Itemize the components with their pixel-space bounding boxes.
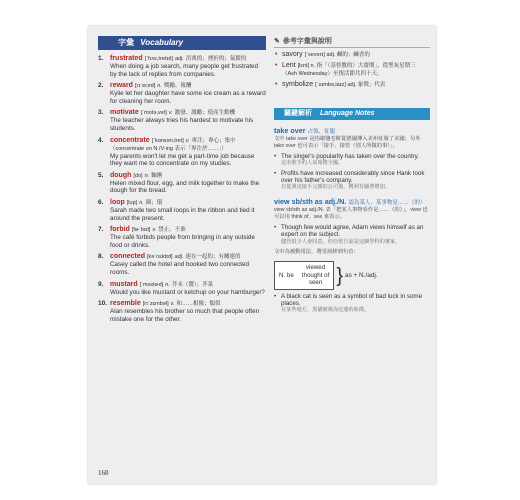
vocabulary-column [98,36,266,327]
example-bullet [274,224,430,245]
entry-ipa: [ˈmʌstɚd] [139,281,164,288]
entry-example: Would you like mustard or ketchup on your hamburger? [110,288,265,296]
entry-word: connected [110,253,146,261]
reference-title-text: 參考字彙與說明 [282,38,332,45]
pencil-icon: ✎ [274,38,280,45]
entry-meaning: 連在一起的；有關連的 [185,254,241,261]
vocab-entry [98,253,266,276]
example-en: A black cat is seen as a symbol of bad luck in some places. [281,292,423,308]
phrase-description: view sb/sth as adj./N. 表「把某人事物看作是……（的）」，view 也可以用 think of、see 來表示。 [274,207,428,221]
entry-ipa: [lup] [126,199,138,206]
bullet-icon: • [274,152,277,160]
vocab-entry [98,300,266,323]
entry-pos: v. [170,301,175,308]
bullet-icon: • [274,224,277,232]
formula-option: thought of [301,271,330,279]
reference-word: symbolize [282,81,314,89]
reference-item [274,81,430,89]
entry-example: Helen mixed flour, egg, and milk together to make the dough for the bread. [110,179,260,195]
formula-box [274,261,334,289]
example-zh: 這名歌手的人氣席捲全國。 [281,160,344,167]
bullet-icon: • [275,81,278,89]
vocab-entry [98,82,266,105]
page-number: 168 [98,469,109,477]
entry-word: dough [110,171,132,179]
entry-ipa: [rɪˈwɔrd] [134,83,156,90]
entry-example: My parents won't let me get a part-time job because they want me to concentrate on my studies. [110,152,255,168]
brace-icon: } [336,264,344,287]
example-en: The singer's popularity has taken over the country. [281,152,419,160]
entry-ipa: [ˈmotə,vet] [140,110,167,117]
vocab-entry [98,281,266,297]
example-bullet [274,153,430,167]
example-zh: 自從漢克接手父親的公司後，獲利有顯著增加。 [281,184,390,191]
language-notes-header-zh: 關鍵解析 [284,109,312,117]
vocab-entry [98,172,266,195]
entry-meaning: 麵團 [151,172,163,179]
phrase-description: 文中 take over 是指椒鹽卷餅從德國傳入美州征服了美國；另外 take over 也可表示「接手、接管（別人所做的事）」。 [274,135,421,149]
book-page [88,26,436,484]
entry-pos: n. [165,281,170,288]
formula-option: seen [308,279,323,287]
entry-example: The teacher always tries his hardest to motivate his students. [110,117,254,132]
formula-subject: N. be [279,272,294,280]
vocabulary-header-en: Vocabulary [140,38,184,47]
phrase-gloss: 認為某人、某事物是……（的） [348,200,426,207]
entry-number: 5. [98,171,104,179]
entry-meaning: 芥末（醬）；芥菜 [171,281,214,288]
entry-number: 8. [98,253,104,261]
reference-desc: [ˈsevərɪ] adj. 鹹的；鹹香的 [304,52,370,58]
language-notes-header-en: Language Notes [319,109,375,117]
example-zh: 在某些地方，黑貓被視為厄運的象徵。 [281,307,370,314]
phrase-text: view sb/sth as adj./N. [274,197,347,207]
phrase-gloss: 占領、征服 [307,128,336,135]
entry-word: loop [110,198,125,206]
reference-item [274,51,430,59]
entry-number: 1. [98,55,104,62]
language-notes-header [274,108,430,120]
entry-pos: v. [168,110,173,117]
vocab-entry [98,55,266,78]
entry-number: 9. [98,280,104,288]
example-en: Profits have increased considerably since Hank took over his father's company. [281,169,425,185]
bullet-icon: • [274,292,277,300]
entry-pos: n. [157,83,162,90]
entry-number: 3. [98,109,104,117]
entry-ipa: [ˈfrʌs,tretɪd] [144,56,173,62]
bullet-icon: • [275,51,278,58]
formula-intro: 文中為被動用法，將受詞移到句首： [274,249,359,256]
example-bullet [274,293,430,314]
reference-title [274,36,430,48]
entry-example: Casey called the hotel and booked two connected rooms. [110,261,249,276]
grammar-formula [274,261,430,289]
entry-ipa: [ˈkɑnsən,tret] [151,137,184,144]
entry-number: 10. [98,300,108,308]
vocabulary-header [98,36,266,50]
reference-word: Lent [282,62,296,70]
entry-example: When doing a job search, many people get frustrated by the lack of replies from companies. [110,63,259,78]
phrase-heading [274,197,430,206]
entry-meaning: 禁止、不准 [158,227,186,234]
reference-desc: [ˈsɪmbə,laɪz] adj. 象徵；代表 [315,82,386,89]
bullet-icon: • [275,62,278,70]
vocab-entry [98,137,266,168]
example-zh: 儘管很少人會同意，但亞當自認是這個學科的專家。 [281,238,401,245]
entry-number: 4. [98,136,104,144]
vocab-entry [98,226,266,249]
phrase-heading [274,126,430,135]
entry-word: motivate [110,109,139,117]
entry-ipa: [do] [133,172,143,179]
entry-pos: adj. [174,56,184,62]
entry-meaning: 圈；環 [145,199,163,206]
entry-example: The café forbids people from bringing in any outside food or drinks. [110,234,255,249]
entry-example: Alan resembles his brother so much that people often mistake one for the other. [110,308,260,323]
entry-ipa: [kəˈnɛktɪd] [147,254,173,261]
reference-word: savory [282,51,303,58]
entry-meaning: 和……相像；類似 [176,301,221,308]
entry-ipa: [fɚˈbɪd] [131,227,151,234]
vocab-entry [98,199,266,222]
formula-option: viewed [305,264,326,272]
entry-meaning: 激發、激勵；使產生動機 [174,110,236,117]
entry-ipa: [rɪˈzɛmbəl] [142,301,169,308]
vocabulary-header-zh: 字彙 [118,38,134,47]
formula-verb-options [302,264,330,286]
formula-rest: as + N./adj. [345,272,378,280]
entry-pos: n. [144,172,150,179]
entry-pos: n. [139,199,144,206]
entry-number: 6. [98,198,104,206]
phrase-text: take over [274,125,306,135]
entry-number: 2. [98,82,104,90]
entry-word: frustrated [110,55,143,62]
entry-word: forbid [110,226,130,234]
entry-word: resemble [110,300,141,308]
notes-column [274,36,430,314]
reference-desc: [lɛnt] n. 指「（基督教的）大齋期」，從聖灰星期三（Ash Wednesday）至復活節共四十天。 [282,63,416,77]
example-bullet [274,170,430,191]
entry-meaning: 沮喪的；挫折的；氣餒的 [185,56,247,62]
vocab-entry [98,109,266,132]
entry-word: concentrate [110,136,150,144]
reference-item [274,62,430,78]
entry-pos: adj. [174,254,184,261]
entry-meaning: 獎勵、報酬 [163,83,192,90]
entry-meaning: 專注；專心；集中（concentrate on N./V-ing 表示「專注於……」） [110,137,236,152]
entry-example: Sarah made two small loops in the ribbon and tied it around the present. [110,206,255,222]
entry-pos: v. [152,227,157,234]
entry-word: reward [110,82,133,90]
bullet-icon: • [274,169,277,177]
entry-pos: v. [185,137,190,144]
vocabulary-list [98,55,266,323]
reference-list [274,51,430,90]
example-en: Though few would agree, Adam views himself as an expert on the subject. [281,224,424,239]
entry-word: mustard [110,280,138,288]
entry-example: Kylie let her daughter have some ice cream as a reward for cleaning her room. [110,90,266,105]
entry-number: 7. [98,226,104,234]
